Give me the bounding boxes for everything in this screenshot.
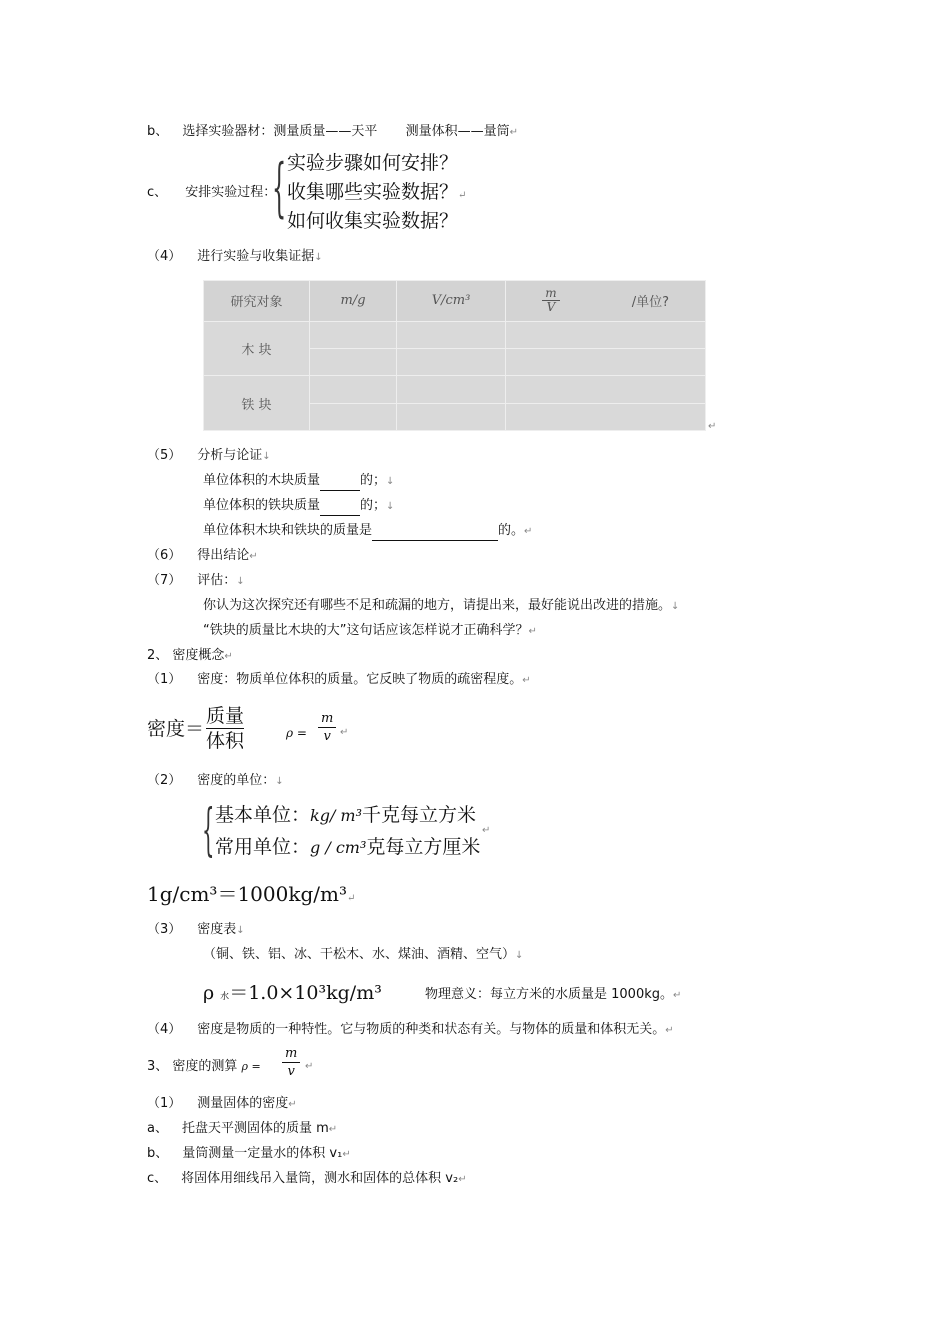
- section-density-concept: 2、 密度概念↵: [147, 648, 233, 663]
- water-meaning: 物理意义：每立方米的水质量是 1000kg。↵: [425, 987, 682, 1002]
- definition-3: （3） 密度表↓: [147, 922, 245, 937]
- step-b: b、 量筒测量一定量水的体积 v₁↵: [147, 1146, 351, 1161]
- formula-rho: ρ =: [286, 726, 307, 740]
- item-label: b、: [147, 124, 169, 139]
- section-6: （6） 得出结论↵: [147, 548, 258, 563]
- process-item-3: 如何收集实验数据？: [287, 210, 459, 232]
- analysis-line-1: 单位体积的木块质量 的；↓: [203, 472, 394, 491]
- return-mark-icon: ↵: [340, 727, 349, 738]
- table-row-wood: 木 块: [204, 321, 310, 376]
- table-row-iron: 铁 块: [204, 376, 310, 431]
- measure-1: （1） 测量固体的密度↵: [147, 1096, 297, 1111]
- table-header: V/cm³: [397, 281, 506, 322]
- volume-tool-text: 测量体积——量筒: [405, 124, 510, 139]
- left-brace-icon: {: [202, 798, 215, 863]
- equipment-text: 选择实验器材：测量质量——天平: [182, 124, 378, 139]
- measure-m-over-v: $\frac{m}{v}$: [282, 1045, 300, 1080]
- process-item-1: 实验步骤如何安排？: [287, 152, 459, 174]
- section-4: （4） 进行实验与收集证据↓: [147, 249, 323, 264]
- experiment-table: [203, 280, 706, 431]
- return-mark-icon: ↵: [305, 1061, 314, 1072]
- table-header: 研究对象: [204, 281, 310, 322]
- definition-1: （1） 密度：物质单位体积的质量。它反映了物质的疏密程度。↵: [147, 672, 531, 687]
- step-a: a、 托盘天平测固体的质量 m↵: [147, 1121, 338, 1136]
- analysis-line-3: 单位体积木块和铁块的质量是 的。↵: [203, 522, 532, 541]
- step-c: c、 将固体用细线吊入量筒，测水和固体的总体积 v₂↵: [147, 1171, 467, 1186]
- section-7: （7） 评估：↓: [147, 573, 245, 588]
- return-mark-icon: ↵: [708, 421, 717, 432]
- return-mark-icon: ↵: [482, 825, 491, 836]
- section-density-measure: 3、 密度的测算 ρ =: [147, 1059, 261, 1074]
- process-item-2: 收集哪些实验数据？↵: [287, 181, 467, 203]
- section-5: （5） 分析与论证↓: [147, 448, 271, 463]
- table-header-ratio: m V /单位?: [506, 281, 706, 322]
- line-b: [147, 123, 518, 142]
- left-brace-icon: {: [272, 151, 287, 225]
- formula-lhs: 密度＝: [147, 718, 205, 740]
- water-density: ρ水＝1.0×10³kg/m³: [203, 982, 382, 1004]
- formula-m-over-v: $\frac{m}{v}$: [318, 710, 336, 745]
- analysis-line-2: 单位体积的铁块质量 的；↓: [203, 497, 394, 516]
- definition-4: （4） 密度是物质的一种特性。它与物质的种类和状态有关。与物体的质量和体积无关。↵: [147, 1022, 674, 1037]
- item-label: c、: [147, 185, 168, 200]
- density-list: （铜、铁、铝、冰、干松木、水、煤油、酒精、空气）↓: [203, 947, 524, 962]
- formula-fraction: 质量 体积: [206, 705, 245, 752]
- definition-2: （2） 密度的单位：↓: [147, 773, 284, 788]
- line-c: [147, 184, 276, 202]
- return-mark-icon: ↵: [509, 127, 518, 138]
- basic-unit: 基本单位：kg/ m³千克每立方米: [215, 804, 477, 826]
- table-header: m/g: [310, 281, 397, 322]
- common-unit: 常用单位：g / cm³克每立方厘米: [215, 836, 481, 858]
- unit-conversion: 1g/cm³＝1000kg/m³↵: [147, 882, 356, 906]
- process-text: 安排实验过程：: [185, 185, 277, 200]
- evaluation-line-2: “铁块的质量比木块的大”这句话应该怎样说才正确科学？↵: [203, 623, 537, 638]
- evaluation-line-1: 你认为这次探究还有哪些不足和疏漏的地方，请提出来，最好能说出改进的措施。↓: [203, 598, 680, 613]
